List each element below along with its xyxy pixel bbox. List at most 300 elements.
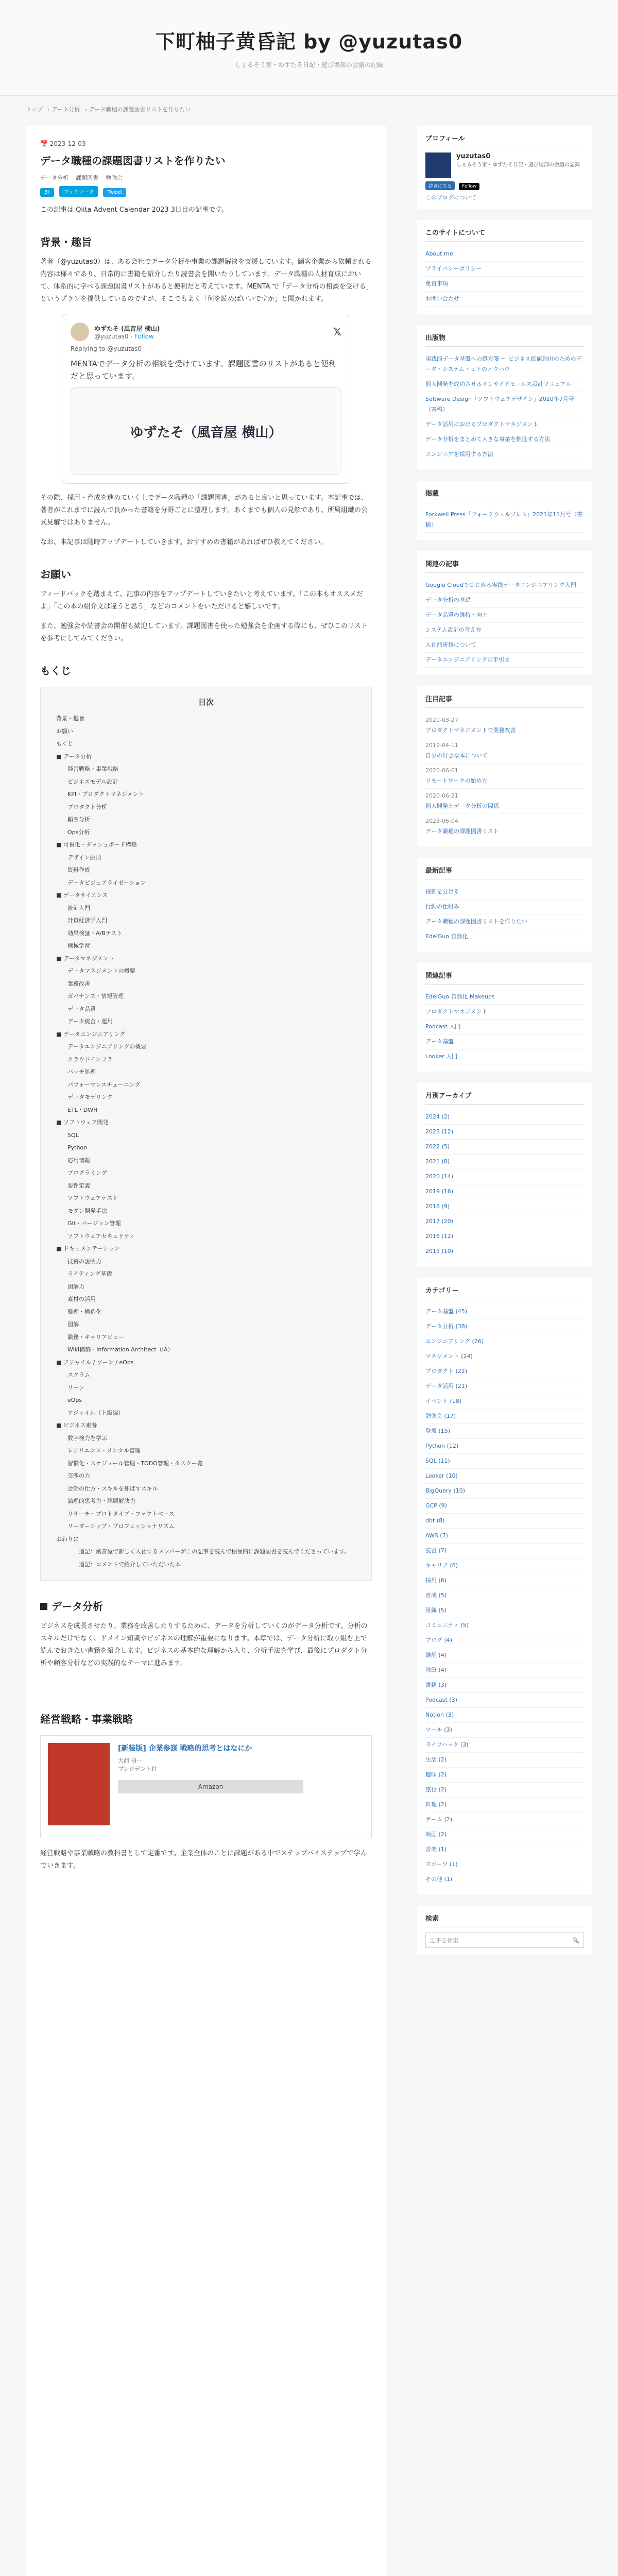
sidebar-link[interactable]: 役割を分ける [425, 888, 459, 895]
toc-item[interactable]: 交渉の力 [67, 1472, 90, 1479]
sidebar-link[interactable]: 料理 (2) [425, 1801, 447, 1808]
sidebar-item [425, 1603, 584, 1618]
toc-item[interactable]: 図解力 [67, 1283, 84, 1290]
toc-item[interactable]: クラウドインフラ [67, 1056, 113, 1063]
toc-item[interactable]: ■ データエンジニアリング [56, 1030, 125, 1038]
post-date: 📅 2023-12-03 [40, 140, 86, 147]
sidebar-link[interactable]: 雑記 (4) [425, 1652, 447, 1658]
sidebar-link[interactable]: ライフハック (3) [425, 1741, 469, 1748]
paragraph: その際、採用・育成を進めていく上でデータ職種の「課題図書」があると良いと思っています。本記事では、著者がこれまでに読んで良かった書籍を分野ごとに整理します。あくまでも個人の見解であり、所属組織の公式見解ではありません。 [40, 494, 368, 527]
sidebar-item [425, 1199, 584, 1214]
sidebar-link[interactable]: Podcast 入門 [425, 1023, 461, 1030]
search-placeholder: 記事を検索 [430, 1937, 458, 1944]
sidebar-item [425, 1155, 584, 1170]
tweet-handle: @yuzutas0 [94, 332, 129, 340]
toc-item[interactable]: ソフトウェアテスト [67, 1195, 118, 1201]
sidebar-item [425, 1020, 584, 1035]
toc-item[interactable]: ■ ソフトウェア開発 [56, 1119, 109, 1126]
sidebar-link[interactable]: Software Design「ソフトウェアデザイン」2020年7月号（寄稿） [425, 396, 574, 413]
toc-item[interactable]: 会話の仕方・スキルを伸ばすスキル [67, 1485, 158, 1492]
toc-item[interactable]: ■ データマネジメント [56, 955, 114, 962]
sidebar-link[interactable]: ゲーム (2) [425, 1816, 453, 1823]
toc-item[interactable]: SQL [67, 1131, 79, 1139]
sidebar-item [425, 885, 584, 900]
popular-item [425, 789, 584, 814]
sidebar-link[interactable]: Looker (10) [425, 1472, 458, 1479]
toc-item[interactable]: データ品質 [67, 1005, 96, 1012]
sidebar-item [425, 1424, 584, 1439]
category-tag[interactable]: 課題図書 [76, 175, 99, 181]
toc-item[interactable]: 要件定義 [67, 1182, 90, 1189]
about-module [417, 220, 592, 314]
toc-item[interactable]: データモデリング [67, 1094, 113, 1100]
sidebar-link[interactable]: プライバシーポリシー [425, 265, 482, 272]
table-of-contents [40, 687, 372, 1581]
sidebar-link[interactable]: 個人開発を成功させるインサイドセールス設計マニュアル [425, 381, 572, 387]
toc-title: 目次 [198, 698, 214, 707]
category-list [425, 1304, 584, 1887]
sidebar-link[interactable]: コミュニティ (5) [425, 1622, 469, 1629]
sidebar-link[interactable]: 実践的データ基盤への処方箋 〜 ビジネス価値創出のためのデータ・システム・ヒトのノウハウ [425, 355, 582, 372]
breadcrumb-category[interactable]: データ分析 [52, 106, 80, 113]
sidebar-item [425, 1125, 584, 1140]
toc-item[interactable]: ■ 可視化・ダッシュボード構築 [56, 841, 137, 848]
toc-item[interactable]: 応用情報 [67, 1157, 90, 1164]
toc-item[interactable]: データエンジニアリングの概要 [67, 1043, 147, 1050]
sidebar-link[interactable]: データ基盤 (45) [425, 1308, 468, 1315]
toc-item[interactable]: 図解 [67, 1321, 79, 1328]
sidebar-item [425, 1633, 584, 1648]
sidebar-item [425, 1349, 584, 1364]
sidebar-link[interactable]: AWS (7) [425, 1532, 448, 1539]
tweet-reply-to: Replying to @yuzutas0 [71, 345, 142, 352]
sidebar-link[interactable]: データエンジニアリングの手引き [425, 656, 510, 663]
article [26, 126, 386, 2576]
sidebar-link[interactable]: 2021 (8) [425, 1158, 450, 1165]
recommend-list [425, 578, 584, 668]
sidebar-link[interactable]: EdelGuo 自動化 Makeups [425, 993, 495, 1000]
sidebar-link[interactable]: 旅行 (2) [425, 1786, 447, 1793]
sidebar-link[interactable]: その他 (1) [425, 1876, 453, 1883]
popular-item [425, 814, 584, 839]
sidebar-item [425, 1573, 584, 1588]
follow-link[interactable]: Follow [134, 332, 154, 340]
hatena-bookmark-button[interactable]: B! [40, 188, 54, 197]
sidebar-link[interactable]: 読書 (7) [425, 1547, 447, 1554]
sidebar-link[interactable]: 2020 (14) [425, 1173, 454, 1180]
module-title: 注目記事 [425, 693, 584, 708]
toc-item[interactable]: パフォーマンスチューニング [67, 1081, 141, 1088]
book-cover[interactable] [48, 1743, 110, 1825]
sidebar-link[interactable]: 2024 (2) [425, 1113, 450, 1120]
tweet-card-title: ゆずたそ（風音屋 横山） [130, 425, 282, 440]
sidebar-link[interactable]: 登壇 (15) [425, 1428, 451, 1434]
sidebar-item [425, 1439, 584, 1454]
sidebar-link[interactable]: データ活用 (21) [425, 1383, 468, 1389]
ads-list [425, 507, 584, 533]
sidebar-item [425, 447, 584, 462]
search-input[interactable] [425, 1933, 584, 1948]
sidebar-link[interactable]: Google Cloudではじめる実践データエンジニアリング入門 [425, 582, 576, 588]
sidebar-link[interactable]: エンジニアリング (26) [425, 1338, 484, 1345]
module-title: 関連の記事 [425, 558, 584, 573]
toc-item[interactable]: 素材の活用 [67, 1296, 96, 1302]
module-title: 最新記事 [425, 865, 584, 879]
sidebar-link[interactable]: 勉強会 (17) [425, 1413, 456, 1419]
toc-item[interactable]: 資料作成 [67, 867, 90, 873]
book-author: 大前 研一 [118, 1757, 143, 1764]
module-title: このサイトについて [425, 227, 584, 242]
sidebar-link[interactable]: データ品質の維持・向上 [425, 612, 488, 618]
toc-item[interactable]: 統計入門 [67, 904, 90, 911]
module-title: プロフィール [425, 133, 584, 147]
toc-item[interactable]: 効果検証・A/Bテスト [67, 929, 123, 937]
about-blog-link-text[interactable]: このブログについて [425, 194, 476, 201]
sidebar-link[interactable]: 書籍 (3) [425, 1682, 447, 1688]
sidebar-item [425, 1529, 584, 1544]
heading-toc: もくじ [40, 665, 71, 677]
toc-item[interactable]: 追記：コメントで紹介していただいた本 [79, 1561, 181, 1568]
profile-name[interactable]: yuzutas0 [456, 152, 491, 160]
sidebar [417, 126, 592, 2576]
sidebar-item [425, 1753, 584, 1768]
sidebar-link[interactable]: 2015 (10) [425, 1248, 454, 1255]
toc-item[interactable]: レジリエンス・メンタル管理 [67, 1447, 141, 1454]
sidebar-item [425, 1110, 584, 1125]
book-publisher: プレジデント社 [118, 1766, 158, 1772]
sidebar-link[interactable]: 執筆 (4) [425, 1667, 447, 1673]
popular-link[interactable]: データ職種の課題図書リスト [425, 828, 499, 835]
sidebar-link[interactable]: dbt (8) [425, 1517, 445, 1524]
sidebar-item [425, 1035, 584, 1049]
sidebar-item [425, 638, 584, 653]
toc-item[interactable]: データマネジメントの概要 [67, 968, 135, 974]
sidebar-item [425, 1558, 584, 1573]
toc-item[interactable]: ■ ドキュメンテーション [56, 1245, 120, 1252]
sidebar-item [425, 377, 584, 392]
toc-item[interactable]: デザイン原則 [67, 854, 101, 861]
sidebar-link[interactable]: 入社前研修について [425, 641, 476, 648]
post-date-text: 2023-12-03 [49, 140, 86, 147]
toc-item[interactable]: Wiki構築 - Information Architect（IA） [67, 1346, 174, 1353]
toc-item[interactable]: Ops分析 [67, 828, 90, 836]
tweet-button[interactable]: Tweet [103, 188, 126, 197]
sidebar-link[interactable]: 組織 (5) [425, 1607, 447, 1614]
toc-item[interactable]: KPI・プロダクトマネジメント [67, 791, 144, 798]
toc-item[interactable]: 業務改善 [67, 980, 90, 987]
toc-item[interactable]: 顧客分析 [67, 816, 90, 823]
sidebar-link[interactable]: 音楽 (1) [425, 1846, 447, 1853]
related-list [425, 990, 584, 1064]
toc-item[interactable]: アジャイル（上級編） [67, 1409, 124, 1416]
sidebar-link[interactable]: Podcast (3) [425, 1697, 457, 1703]
popular-link[interactable]: プロダクトマネジメントで業務改善 [425, 727, 516, 734]
paragraph: ビジネスを成長させたり、業務を改善したりするために、データを分析していくのがデータ分析です。分析のスキルだけでなく、ドメイン知識やビジネスの理解が重要になります。本章では、データ分析に取り組む上で読んでおきたい書籍を紹介します。ビジネスの基本的な理解から入り、分析手法を学び、最後にプロダクト分析や顧客分析などの実践的なテーマに進みます。 [40, 1622, 368, 1667]
sidebar-link[interactable]: エンジニアを採用する方法 [425, 451, 493, 457]
heading-data-analysis: データ分析 [40, 1598, 372, 1613]
module-title: 月別アーカイブ [425, 1090, 584, 1105]
sidebar-item [425, 1334, 584, 1349]
sidebar-item [425, 432, 584, 447]
category-tag[interactable]: 勉強会 [106, 175, 123, 181]
sidebar-item [425, 1618, 584, 1633]
post-title[interactable]: データ職種の課題図書リストを作りたい [40, 155, 226, 167]
sidebar-item [425, 247, 584, 262]
toc-item[interactable]: おわりに [56, 1535, 79, 1543]
book-card[interactable] [40, 1735, 372, 1838]
sidebar-link[interactable]: 2023 (12) [425, 1128, 454, 1135]
category-tag[interactable]: データ分析 [40, 175, 68, 181]
sidebar-link[interactable]: GCP (9) [425, 1502, 447, 1509]
sidebar-item [425, 1229, 584, 1244]
toc-item[interactable]: 数字検力を学ぶ [67, 1434, 107, 1442]
toc-item[interactable]: 整理・構造化 [67, 1308, 101, 1315]
toc-item[interactable]: ■ データ分析 [56, 753, 92, 760]
sidebar-link[interactable]: 2018 (9) [425, 1203, 450, 1210]
sidebar-link[interactable]: 2019 (16) [425, 1188, 454, 1195]
follow-button[interactable]: Follow [459, 183, 479, 190]
popular-link[interactable]: リモートワークの始め方 [425, 777, 488, 784]
sidebar-item [425, 1049, 584, 1064]
sidebar-item [425, 593, 584, 608]
sidebar-item [425, 1827, 584, 1842]
module-title: 関連記事 [425, 970, 584, 985]
sidebar-item [425, 929, 584, 944]
profile-description: しぇるそう家・ゆずたそ日記・遊び場部の会議の記録 [456, 162, 580, 168]
ads-module [417, 481, 592, 540]
search-module [417, 1906, 592, 1955]
toc-item[interactable]: ETL・DWH [67, 1106, 98, 1113]
sidebar-item [425, 417, 584, 432]
sidebar-item [425, 1454, 584, 1469]
sidebar-link[interactable]: ブログ (4) [425, 1637, 453, 1643]
sidebar-link[interactable]: イベント (18) [425, 1398, 462, 1404]
toc-item[interactable]: モダン開発手法 [67, 1207, 108, 1214]
archive-module [417, 1083, 592, 1266]
toc-item[interactable]: ソフトウェアセキュリティ [67, 1232, 135, 1240]
sidebar-link[interactable]: 2017 (20) [425, 1218, 454, 1225]
sidebar-item [425, 1693, 584, 1708]
popular-link[interactable]: 自分の好きな本について [425, 752, 488, 759]
sidebar-link[interactable]: お問い合わせ [425, 295, 459, 302]
about-blog-link[interactable] [425, 193, 584, 201]
toc-item[interactable]: もくじ [56, 740, 73, 747]
toc-item[interactable]: ガバナンス・情報管理 [67, 993, 124, 999]
toc-item[interactable]: リサーチ・プロトタイプ・ファクトベース [67, 1510, 175, 1517]
sidebar-link[interactable]: EdelGuo 自動化 [425, 933, 468, 940]
avatar [71, 323, 89, 341]
toc-item[interactable]: プログラミング [67, 1170, 107, 1176]
sidebar-link[interactable]: Looker 入門 [425, 1053, 458, 1060]
sidebar-item [425, 1768, 584, 1783]
toc-item[interactable]: データビジュアライゼーション [67, 879, 146, 886]
toc-item[interactable]: 習慣化・スケジュール管理・TODO管理・タスクー覧 [67, 1460, 203, 1467]
sidebar-item [425, 1514, 584, 1529]
sidebar-link[interactable]: プロダクト (22) [425, 1368, 468, 1375]
about-list [425, 247, 584, 307]
profile-module [417, 126, 592, 209]
subscribe-button[interactable]: 読者になる [425, 181, 455, 190]
popular-date: 2021-03-27 [425, 717, 458, 723]
heading-strategy: 経営戦略・事業戦略 [40, 1713, 133, 1725]
sidebar-item [425, 1184, 584, 1199]
sidebar-item [425, 1544, 584, 1558]
blog-description: しぇるそう家・ゆずたそ日記・遊び場部の会議の記録 [234, 61, 383, 69]
toc-item[interactable]: ビジネスモデル設計 [67, 778, 118, 785]
popular-date: 2020-06-01 [425, 767, 458, 774]
toc-item[interactable]: 技術の説明力 [67, 1258, 101, 1265]
breadcrumb-current: データ職種の課題図書リストを作りたい [89, 106, 191, 113]
sidebar-item [425, 1708, 584, 1723]
sidebar-link[interactable]: キャリア (6) [425, 1562, 458, 1569]
paragraph: 経営戦略や事業戦略の教科書として定番です。企業全体のことに課題がある中でステップバイステップで学んでいきます。 [40, 1850, 367, 1870]
sidebar-item [425, 990, 584, 1005]
sidebar-item [425, 392, 584, 417]
toc-item[interactable]: プロダクト分析 [67, 803, 107, 810]
sidebar-item [425, 623, 584, 638]
toc-item[interactable]: リーダーシップ・プロフェッショナリズム [67, 1523, 175, 1530]
sidebar-item [425, 1005, 584, 1020]
toc-item[interactable]: ■ ビジネス素養 [56, 1422, 97, 1429]
sidebar-link[interactable]: スポーツ (1) [425, 1861, 458, 1868]
toc-item[interactable]: 追記：風音屋で新しく入社するメンバーがこの記事を読んで積極的に課題図書を読んでくださっています。 [79, 1548, 350, 1555]
category-module [417, 1278, 592, 1894]
tweet-body: MENTAでデータ分析の相談を受けています。課題図書のリストがあると便利だと思っています。 [71, 359, 336, 381]
toc-item[interactable]: ■ アジャイル / ソーン / eOps [56, 1359, 134, 1366]
sidebar-item [425, 1319, 584, 1334]
sidebar-item [425, 1798, 584, 1812]
tweet-author: ゆずたそ (風音屋 横山) [94, 325, 160, 332]
embedded-tweet[interactable] [62, 314, 350, 484]
sidebar-item [425, 1469, 584, 1484]
sidebar-item [425, 1304, 584, 1319]
popular-item [425, 764, 584, 789]
sidebar-link[interactable]: マネジメント (24) [425, 1353, 473, 1360]
sidebar-link[interactable]: データ職種の課題図書リストを作りたい [425, 918, 527, 925]
publications-list [425, 352, 584, 462]
sidebar-link[interactable]: システム設計の考え方 [425, 626, 482, 633]
sidebar-link[interactable]: 趣味 (2) [425, 1771, 447, 1778]
sidebar-link[interactable]: 行動の仕組み [425, 903, 459, 910]
toc-item[interactable]: 論理的思考力・課題解決力 [67, 1498, 135, 1504]
sidebar-link[interactable]: About me [425, 250, 453, 257]
sidebar-item [425, 1663, 584, 1678]
sidebar-link[interactable]: Notion (3) [425, 1711, 454, 1718]
sidebar-item [425, 277, 584, 292]
paragraph: 著者（@yuzutas0）は、ある会社でデータ分析や事業の課題解決を支援しています。顧客企業から依頼される内容は様々であり、日常的に書籍を紹介したり読書会を開いたりしています。データ職種の人材育成において、体系的に学べる課題図書リストがあると便利だと考えています。MENTA で「データ分析の相談を受ける」というプランを提供しているのですが、そこでもよく「何を読めばいいですか」と聞かれます。 [40, 258, 372, 303]
sidebar-link[interactable]: データ分析の基礎 [425, 597, 471, 603]
toc-item[interactable]: ライティング基礎 [67, 1270, 112, 1277]
sidebar-link[interactable]: SQL (11) [425, 1458, 450, 1464]
toc-item[interactable]: データ統合・運用 [67, 1018, 113, 1025]
sidebar-item [425, 1140, 584, 1155]
sidebar-link[interactable]: ツール (3) [425, 1726, 452, 1733]
toc-item[interactable]: お願い [56, 727, 73, 735]
sidebar-item [425, 507, 584, 533]
sidebar-item [425, 1484, 584, 1499]
sidebar-link[interactable]: データ分析をまとめて大きな事業を推進する方法 [425, 436, 550, 443]
search-icon[interactable]: 🔍 [572, 1937, 579, 1944]
sidebar-link[interactable]: プロダクトマネジメント [425, 1008, 488, 1015]
sidebar-link[interactable]: データ基盤 [425, 1038, 454, 1045]
sidebar-item [425, 1648, 584, 1663]
sidebar-link[interactable]: Forkwell Press「フォークウェルプレス」2021年11月号（寄稿） [425, 511, 583, 528]
share-buttons [40, 186, 372, 197]
sidebar-item [425, 352, 584, 377]
popular-item [425, 713, 584, 738]
sidebar-link[interactable]: 採用 (6) [425, 1577, 447, 1584]
sidebar-link[interactable]: 映画 (2) [425, 1831, 447, 1838]
popular-date: 2019-04-11 [425, 742, 458, 749]
publications-module [417, 325, 592, 469]
toc-list [56, 713, 356, 1571]
sidebar-link[interactable]: 2022 (5) [425, 1143, 450, 1150]
heading-request: お願い [40, 568, 71, 581]
book-title[interactable]: [新装版] 企業参謀 戦略的思考とはなにか [118, 1744, 252, 1753]
blog-header [0, 0, 618, 96]
bookmark-button[interactable]: ブックマーク [59, 186, 98, 197]
toc-item[interactable]: 機械学習 [67, 942, 90, 949]
sidebar-item [425, 1678, 584, 1693]
heading-background: 背景・趣旨 [40, 236, 92, 248]
toc-item[interactable]: バッチ処理 [67, 1069, 96, 1075]
sidebar-item [425, 1394, 584, 1409]
breadcrumb: トップ › データ分析 › データ職種の課題図書リストを作りたい [26, 106, 191, 113]
sidebar-item [425, 914, 584, 929]
paragraph: また、勉強会や読書会の開催も歓迎しています。課題図書を使った勉強会を企画する際にも、ぜひこのリストを参考にしてみてください。 [40, 622, 368, 642]
tweet-card[interactable] [71, 387, 341, 475]
sidebar-link[interactable]: Python (12) [425, 1443, 459, 1449]
sidebar-item [425, 608, 584, 623]
sidebar-item [425, 1244, 584, 1259]
toc-item[interactable]: Python [67, 1144, 88, 1151]
latest-module [417, 858, 592, 952]
module-title: 検索 [425, 1913, 584, 1927]
paragraph: フィードバックを踏まえて、記事の内容をアップデートしていきたいと考えています。「この本もオススメだよ」「この本の紹介文は違うと思う」などのコメントをいただけると嬉しいです。 [40, 590, 363, 611]
profile-avatar[interactable] [425, 152, 451, 178]
sidebar-link[interactable]: 2016 (12) [425, 1233, 454, 1240]
popular-link[interactable]: 個人開発とデータ分析の関係 [425, 803, 499, 809]
amazon-button[interactable]: Amazon [118, 1780, 303, 1793]
sidebar-link[interactable]: BigQuery (10) [425, 1487, 466, 1494]
sidebar-item [425, 1738, 584, 1753]
breadcrumb-top[interactable]: トップ [26, 106, 43, 113]
sidebar-link[interactable]: データ活用におけるプロダクトマネジメント [425, 421, 539, 428]
popular-list [425, 713, 584, 839]
blog-title[interactable]: 下町柚子黄昏記 by @yuzutas0 [155, 30, 463, 53]
toc-item[interactable]: 計量経済学入門 [67, 917, 107, 924]
sidebar-item [425, 1499, 584, 1514]
sidebar-item [425, 1409, 584, 1424]
toc-item[interactable]: 職務・キャリアビュー [67, 1333, 124, 1341]
module-title: 掲載 [425, 488, 584, 502]
toc-item[interactable]: リーン [67, 1384, 84, 1391]
toc-item[interactable]: スクラム [67, 1371, 90, 1378]
toc-item[interactable]: ■ データサイエンス [56, 892, 108, 899]
sidebar-item [425, 262, 584, 277]
toc-item[interactable]: Git・バージョン管理 [67, 1220, 121, 1227]
toc-item[interactable]: 背景・趣旨 [56, 715, 84, 722]
sidebar-item [425, 578, 584, 593]
sidebar-item [425, 1170, 584, 1184]
sidebar-link[interactable]: 免責事項 [425, 280, 448, 287]
sidebar-item [425, 653, 584, 668]
sidebar-link[interactable]: 育成 (5) [425, 1592, 447, 1599]
toc-item[interactable]: 経営戦略・事業戦略 [67, 766, 118, 772]
sidebar-link[interactable]: 生活 (2) [425, 1756, 447, 1763]
toc-item[interactable]: eOps [67, 1397, 82, 1403]
sidebar-link[interactable]: データ分析 (38) [425, 1323, 468, 1330]
